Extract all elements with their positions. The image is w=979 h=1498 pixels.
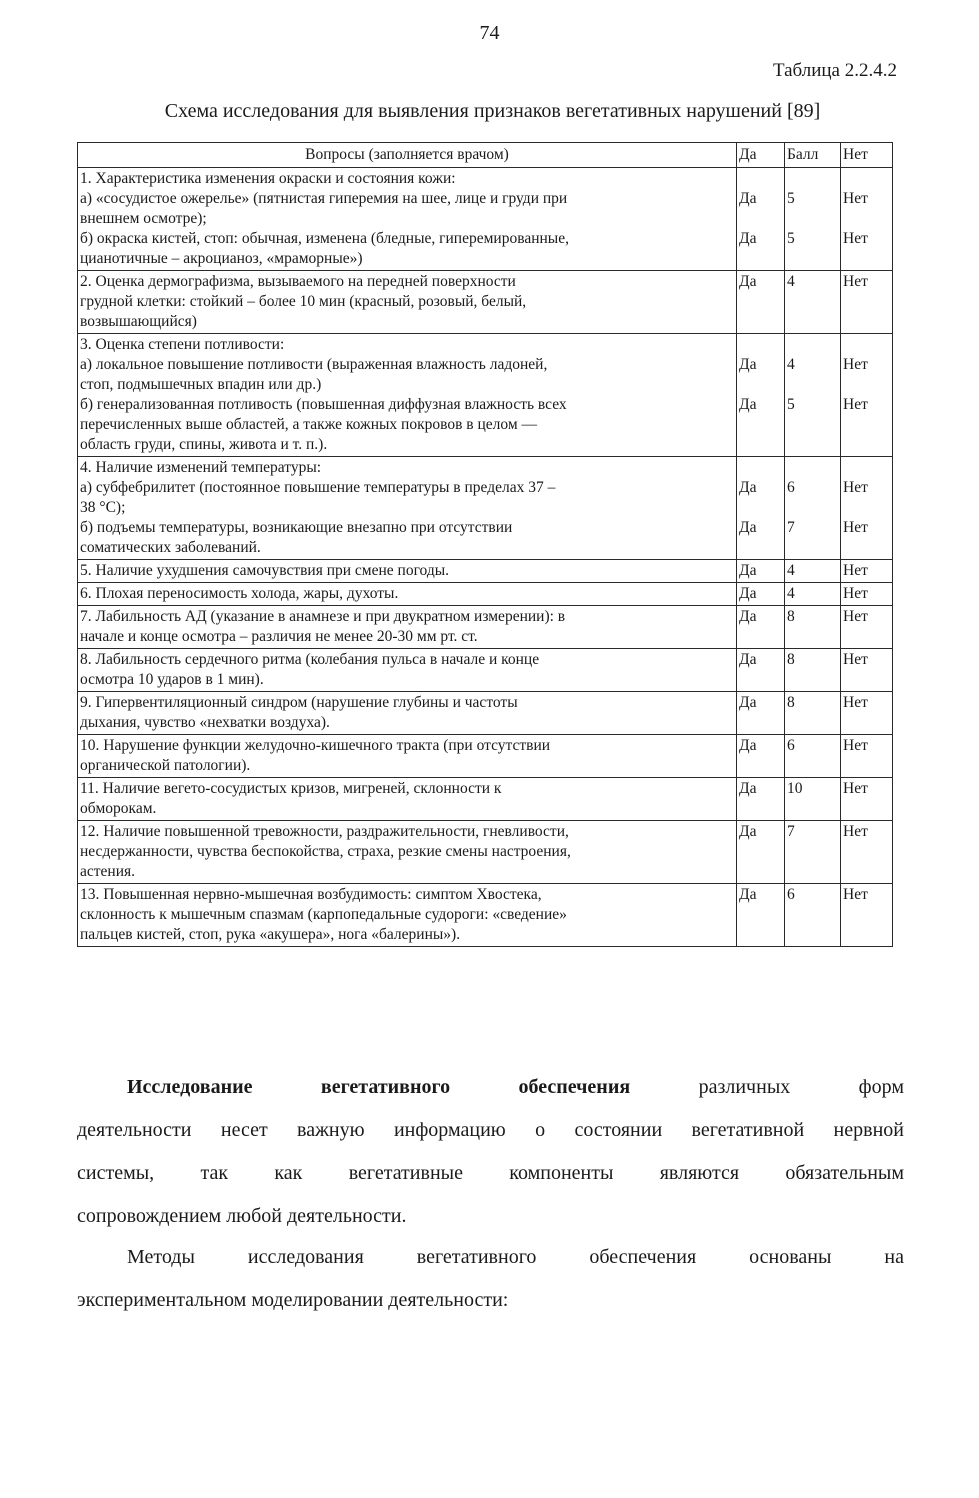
question-text-line: 5. Наличие ухудшения самочувствия при смене погоды. <box>80 562 450 579</box>
answer-spacer <box>843 862 890 882</box>
question-cell <box>78 735 737 778</box>
answer-yes: Да <box>739 190 757 207</box>
question-text-line: обморокам. <box>80 800 157 817</box>
answer-yes: Да <box>739 396 757 413</box>
question-text-line: грудной клетки: стойкий – более 10 мин (красный, розовый, белый, <box>80 293 527 310</box>
question-cell <box>78 778 737 821</box>
answer-yes: Да <box>739 356 757 373</box>
answer-spacer <box>843 249 890 269</box>
table-row <box>78 583 893 606</box>
paragraph1-line1 <box>77 1066 904 1109</box>
table-row <box>78 271 893 334</box>
answer-spacer <box>787 415 838 435</box>
no-cell <box>841 583 893 606</box>
answer-no: Нет <box>843 190 868 207</box>
table-row <box>78 457 893 560</box>
answer-yes: Да <box>739 780 757 797</box>
answer-spacer <box>843 169 890 189</box>
answer-yes: Да <box>739 562 757 579</box>
answer-no: Нет <box>843 273 868 290</box>
answer-score: 10 <box>787 780 803 797</box>
no-cell <box>841 560 893 583</box>
table-row <box>78 692 893 735</box>
answer-yes: Да <box>739 737 757 754</box>
answer-spacer <box>739 799 782 819</box>
answer-spacer <box>843 375 890 395</box>
question-text-line: а) субфебрилитет (постоянное повышение температуры в пределах 37 – <box>80 479 556 496</box>
answer-no: Нет <box>843 651 868 668</box>
question-text-line: органической патологии). <box>80 757 251 774</box>
answer-no: Нет <box>843 585 868 602</box>
no-cell <box>841 821 893 884</box>
paragraph1-line2: деятельности несет важную информацию о состоянии вегетативной нервной <box>77 1119 904 1141</box>
answer-yes: Да <box>739 519 757 536</box>
answer-spacer <box>843 435 890 455</box>
yes-cell <box>737 735 785 778</box>
no-cell <box>841 735 893 778</box>
answer-spacer <box>787 670 838 690</box>
question-text-line: соматических заболеваний. <box>80 539 261 556</box>
question-text-line: 38 °С); <box>80 499 126 516</box>
answer-yes: Да <box>739 608 757 625</box>
answer-spacer <box>787 756 838 776</box>
no-cell <box>841 457 893 560</box>
table-row <box>78 606 893 649</box>
answer-spacer <box>739 756 782 776</box>
question-text-line: 11. Наличие вегето-сосудистых кризов, мигреней, склонности к <box>80 780 502 797</box>
table-row <box>78 649 893 692</box>
paragraph-vegetative-support <box>77 1066 904 1238</box>
answer-spacer <box>739 627 782 647</box>
section-title: 3. Оценка степени потливости: <box>80 336 285 353</box>
table-header-row <box>78 143 893 168</box>
question-cell <box>78 271 737 334</box>
table-row <box>78 334 893 457</box>
question-text-line: б) подъемы температуры, возникающие внезапно при отсутствии <box>80 519 513 536</box>
answer-spacer <box>787 713 838 733</box>
answer-score: 6 <box>787 479 795 496</box>
question-text-line: начале и конце осмотра – различия не менее 20-30 мм рт. ст. <box>80 628 478 645</box>
question-text-line: 13. Повышенная нервно-мышечная возбудимость: симптом Хвостека, <box>80 886 542 903</box>
question-text-line: а) локальное повышение потливости (выраженная влажность ладоней, <box>80 356 548 373</box>
answer-spacer <box>787 905 838 925</box>
answer-spacer <box>843 458 890 478</box>
survey-table <box>77 142 893 947</box>
yes-cell <box>737 560 785 583</box>
question-cell <box>78 692 737 735</box>
question-text-line: цианотичные – акроцианоз, «мраморные») <box>80 250 363 267</box>
answer-yes: Да <box>739 479 757 496</box>
yes-cell <box>737 649 785 692</box>
question-text-line: дыхания, чувство «нехватки воздуха). <box>80 714 330 731</box>
question-text-line: область груди, спины, живота и т. п.). <box>80 436 328 453</box>
answer-spacer <box>787 292 838 312</box>
answer-spacer <box>787 842 838 862</box>
answer-spacer <box>739 925 782 945</box>
question-text-line: 2. Оценка дермографизма, вызываемого на передней поверхности <box>80 273 516 290</box>
answer-spacer <box>843 713 890 733</box>
answer-score: 6 <box>787 737 795 754</box>
answer-spacer <box>787 209 838 229</box>
answer-spacer <box>787 458 838 478</box>
answer-spacer <box>739 435 782 455</box>
table-row <box>78 560 893 583</box>
paragraph2-line2: экспериментальном моделировании деятельности: <box>77 1289 509 1311</box>
question-text-line: перечисленных выше областей, а также кожных покровов в целом — <box>80 416 538 433</box>
table-caption: Схема исследования для выявления признаков вегетативных нарушений [89] <box>164 100 821 122</box>
question-text-line: возвышающийся) <box>80 313 197 330</box>
survey-table-body <box>78 168 893 947</box>
answer-spacer <box>739 862 782 882</box>
answer-score: 7 <box>787 519 795 536</box>
answer-spacer <box>843 335 890 355</box>
answer-spacer <box>739 842 782 862</box>
answer-spacer <box>843 670 890 690</box>
answer-score: 5 <box>787 190 795 207</box>
no-cell <box>841 649 893 692</box>
table-row <box>78 735 893 778</box>
paragraph1-line1-rest: различных форм <box>698 1076 904 1098</box>
question-text-line: астения. <box>80 863 136 880</box>
question-cell <box>78 821 737 884</box>
answer-spacer <box>787 335 838 355</box>
header-question: Вопросы (заполняется врачом) <box>78 143 737 168</box>
question-text-line: 7. Лабильность АД (указание в анамнезе и при двукратном измерении): в <box>80 608 566 625</box>
score-cell <box>785 649 841 692</box>
table-row <box>78 778 893 821</box>
answer-no: Нет <box>843 356 868 373</box>
question-text-line: осмотра 10 ударов в 1 мин). <box>80 671 264 688</box>
score-cell <box>785 821 841 884</box>
answer-spacer <box>843 627 890 647</box>
answer-no: Нет <box>843 823 868 840</box>
yes-cell <box>737 692 785 735</box>
answer-spacer <box>787 925 838 945</box>
answer-spacer <box>787 169 838 189</box>
score-cell <box>785 457 841 560</box>
answer-spacer <box>739 415 782 435</box>
answer-spacer <box>787 862 838 882</box>
answer-spacer <box>843 842 890 862</box>
answer-spacer <box>843 312 890 332</box>
question-text-line: б) генерализованная потливость (повышенная диффузная влажность всех <box>80 396 567 413</box>
question-cell <box>78 583 737 606</box>
answer-spacer <box>787 799 838 819</box>
answer-spacer <box>843 799 890 819</box>
answer-score: 5 <box>787 396 795 413</box>
answer-spacer <box>739 335 782 355</box>
table-row <box>78 168 893 271</box>
score-cell <box>785 692 841 735</box>
answer-spacer <box>739 209 782 229</box>
yes-cell <box>737 271 785 334</box>
answer-spacer <box>843 925 890 945</box>
question-text-line: 6. Плохая переносимость холода, жары, духоты. <box>80 585 399 602</box>
answer-spacer <box>739 312 782 332</box>
answer-no: Нет <box>843 608 868 625</box>
answer-spacer <box>843 905 890 925</box>
question-cell <box>78 457 737 560</box>
answer-spacer <box>739 375 782 395</box>
answer-spacer <box>787 538 838 558</box>
answer-yes: Да <box>739 886 757 903</box>
answer-spacer <box>739 905 782 925</box>
answer-spacer <box>739 249 782 269</box>
score-cell <box>785 560 841 583</box>
question-text-line: 12. Наличие повышенной тревожности, раздражительности, гневливости, <box>80 823 569 840</box>
question-text-line: несдержанности, чувства беспокойства, страха, резкие смены настроения, <box>80 843 571 860</box>
question-text-line: 9. Гипервентиляционный синдром (нарушение глубины и частоты <box>80 694 518 711</box>
answer-spacer <box>739 498 782 518</box>
score-cell <box>785 884 841 947</box>
answer-spacer <box>787 498 838 518</box>
section-title: 1. Характеристика изменения окраски и состояния кожи: <box>80 170 456 187</box>
question-cell <box>78 649 737 692</box>
score-cell <box>785 168 841 271</box>
question-cell <box>78 168 737 271</box>
answer-spacer <box>843 209 890 229</box>
yes-cell <box>737 606 785 649</box>
header-no: Нет <box>841 143 893 168</box>
yes-cell <box>737 168 785 271</box>
paragraph1-bold-lead: Исследование вегетативного обеспечения <box>127 1076 631 1098</box>
answer-no: Нет <box>843 519 868 536</box>
answer-spacer <box>843 538 890 558</box>
answer-spacer <box>739 458 782 478</box>
question-cell <box>78 560 737 583</box>
yes-cell <box>737 334 785 457</box>
header-score: Балл <box>785 143 841 168</box>
answer-score: 4 <box>787 273 795 290</box>
no-cell <box>841 884 893 947</box>
no-cell <box>841 168 893 271</box>
paragraph-methods <box>77 1236 904 1322</box>
section-title: 4. Наличие изменений температуры: <box>80 459 322 476</box>
answer-spacer <box>739 670 782 690</box>
answer-score: 8 <box>787 608 795 625</box>
answer-spacer <box>787 312 838 332</box>
answer-spacer <box>787 249 838 269</box>
answer-spacer <box>843 756 890 776</box>
paragraph2-line1: Методы исследования вегетативного обеспечения основаны на <box>127 1246 904 1268</box>
no-cell <box>841 606 893 649</box>
question-text-line: а) «сосудистое ожерелье» (пятнистая гиперемия на шее, лице и груди при <box>80 190 568 207</box>
yes-cell <box>737 583 785 606</box>
answer-no: Нет <box>843 562 868 579</box>
question-text-line: пальцев кистей, стоп, рука «акушера», нога «балерины»). <box>80 926 461 943</box>
no-cell <box>841 271 893 334</box>
question-text-line: внешнем осмотре); <box>80 210 207 227</box>
score-cell <box>785 778 841 821</box>
answer-spacer <box>739 713 782 733</box>
score-cell <box>785 606 841 649</box>
answer-spacer <box>787 375 838 395</box>
page-number: 74 <box>479 22 500 44</box>
no-cell <box>841 692 893 735</box>
answer-yes: Да <box>739 651 757 668</box>
answer-score: 5 <box>787 230 795 247</box>
table-row <box>78 821 893 884</box>
no-cell <box>841 334 893 457</box>
answer-score: 7 <box>787 823 795 840</box>
paragraph1-line3: системы, так как вегетативные компоненты являются обязательным <box>77 1162 904 1184</box>
answer-yes: Да <box>739 823 757 840</box>
answer-spacer <box>843 498 890 518</box>
answer-spacer <box>787 435 838 455</box>
question-text-line: б) окраска кистей, стоп: обычная, изменена (бледные, гиперемированные, <box>80 230 569 247</box>
yes-cell <box>737 778 785 821</box>
question-cell <box>78 334 737 457</box>
header-yes: Да <box>737 143 785 168</box>
answer-yes: Да <box>739 585 757 602</box>
question-text-line: 8. Лабильность сердечного ритма (колебания пульса в начале и конце <box>80 651 540 668</box>
answer-no: Нет <box>843 479 868 496</box>
answer-no: Нет <box>843 230 868 247</box>
score-cell <box>785 583 841 606</box>
table-label: Таблица 2.2.4.2 <box>772 60 897 81</box>
question-text-line: склонность к мышечным спазмам (карпопедальные судороги: «сведение» <box>80 906 567 923</box>
answer-score: 6 <box>787 886 795 903</box>
answer-no: Нет <box>843 396 868 413</box>
answer-score: 8 <box>787 651 795 668</box>
yes-cell <box>737 821 785 884</box>
answer-no: Нет <box>843 780 868 797</box>
answer-spacer <box>739 292 782 312</box>
no-cell <box>841 778 893 821</box>
question-cell <box>78 606 737 649</box>
answer-score: 4 <box>787 562 795 579</box>
paragraph1-line4: сопровождением любой деятельности. <box>77 1205 407 1227</box>
question-text-line: 10. Нарушение функции желудочно-кишечного тракта (при отсутствии <box>80 737 551 754</box>
answer-score: 4 <box>787 585 795 602</box>
score-cell <box>785 735 841 778</box>
answer-no: Нет <box>843 737 868 754</box>
answer-yes: Да <box>739 273 757 290</box>
answer-no: Нет <box>843 694 868 711</box>
answer-spacer <box>787 627 838 647</box>
yes-cell <box>737 457 785 560</box>
answer-spacer <box>843 415 890 435</box>
answer-spacer <box>739 169 782 189</box>
question-text-line: стоп, подмышечных впадин или др.) <box>80 376 322 393</box>
table-row <box>78 884 893 947</box>
answer-spacer <box>843 292 890 312</box>
yes-cell <box>737 884 785 947</box>
answer-yes: Да <box>739 694 757 711</box>
answer-no: Нет <box>843 886 868 903</box>
score-cell <box>785 271 841 334</box>
answer-score: 8 <box>787 694 795 711</box>
answer-spacer <box>739 538 782 558</box>
question-cell <box>78 884 737 947</box>
score-cell <box>785 334 841 457</box>
answer-score: 4 <box>787 356 795 373</box>
answer-yes: Да <box>739 230 757 247</box>
